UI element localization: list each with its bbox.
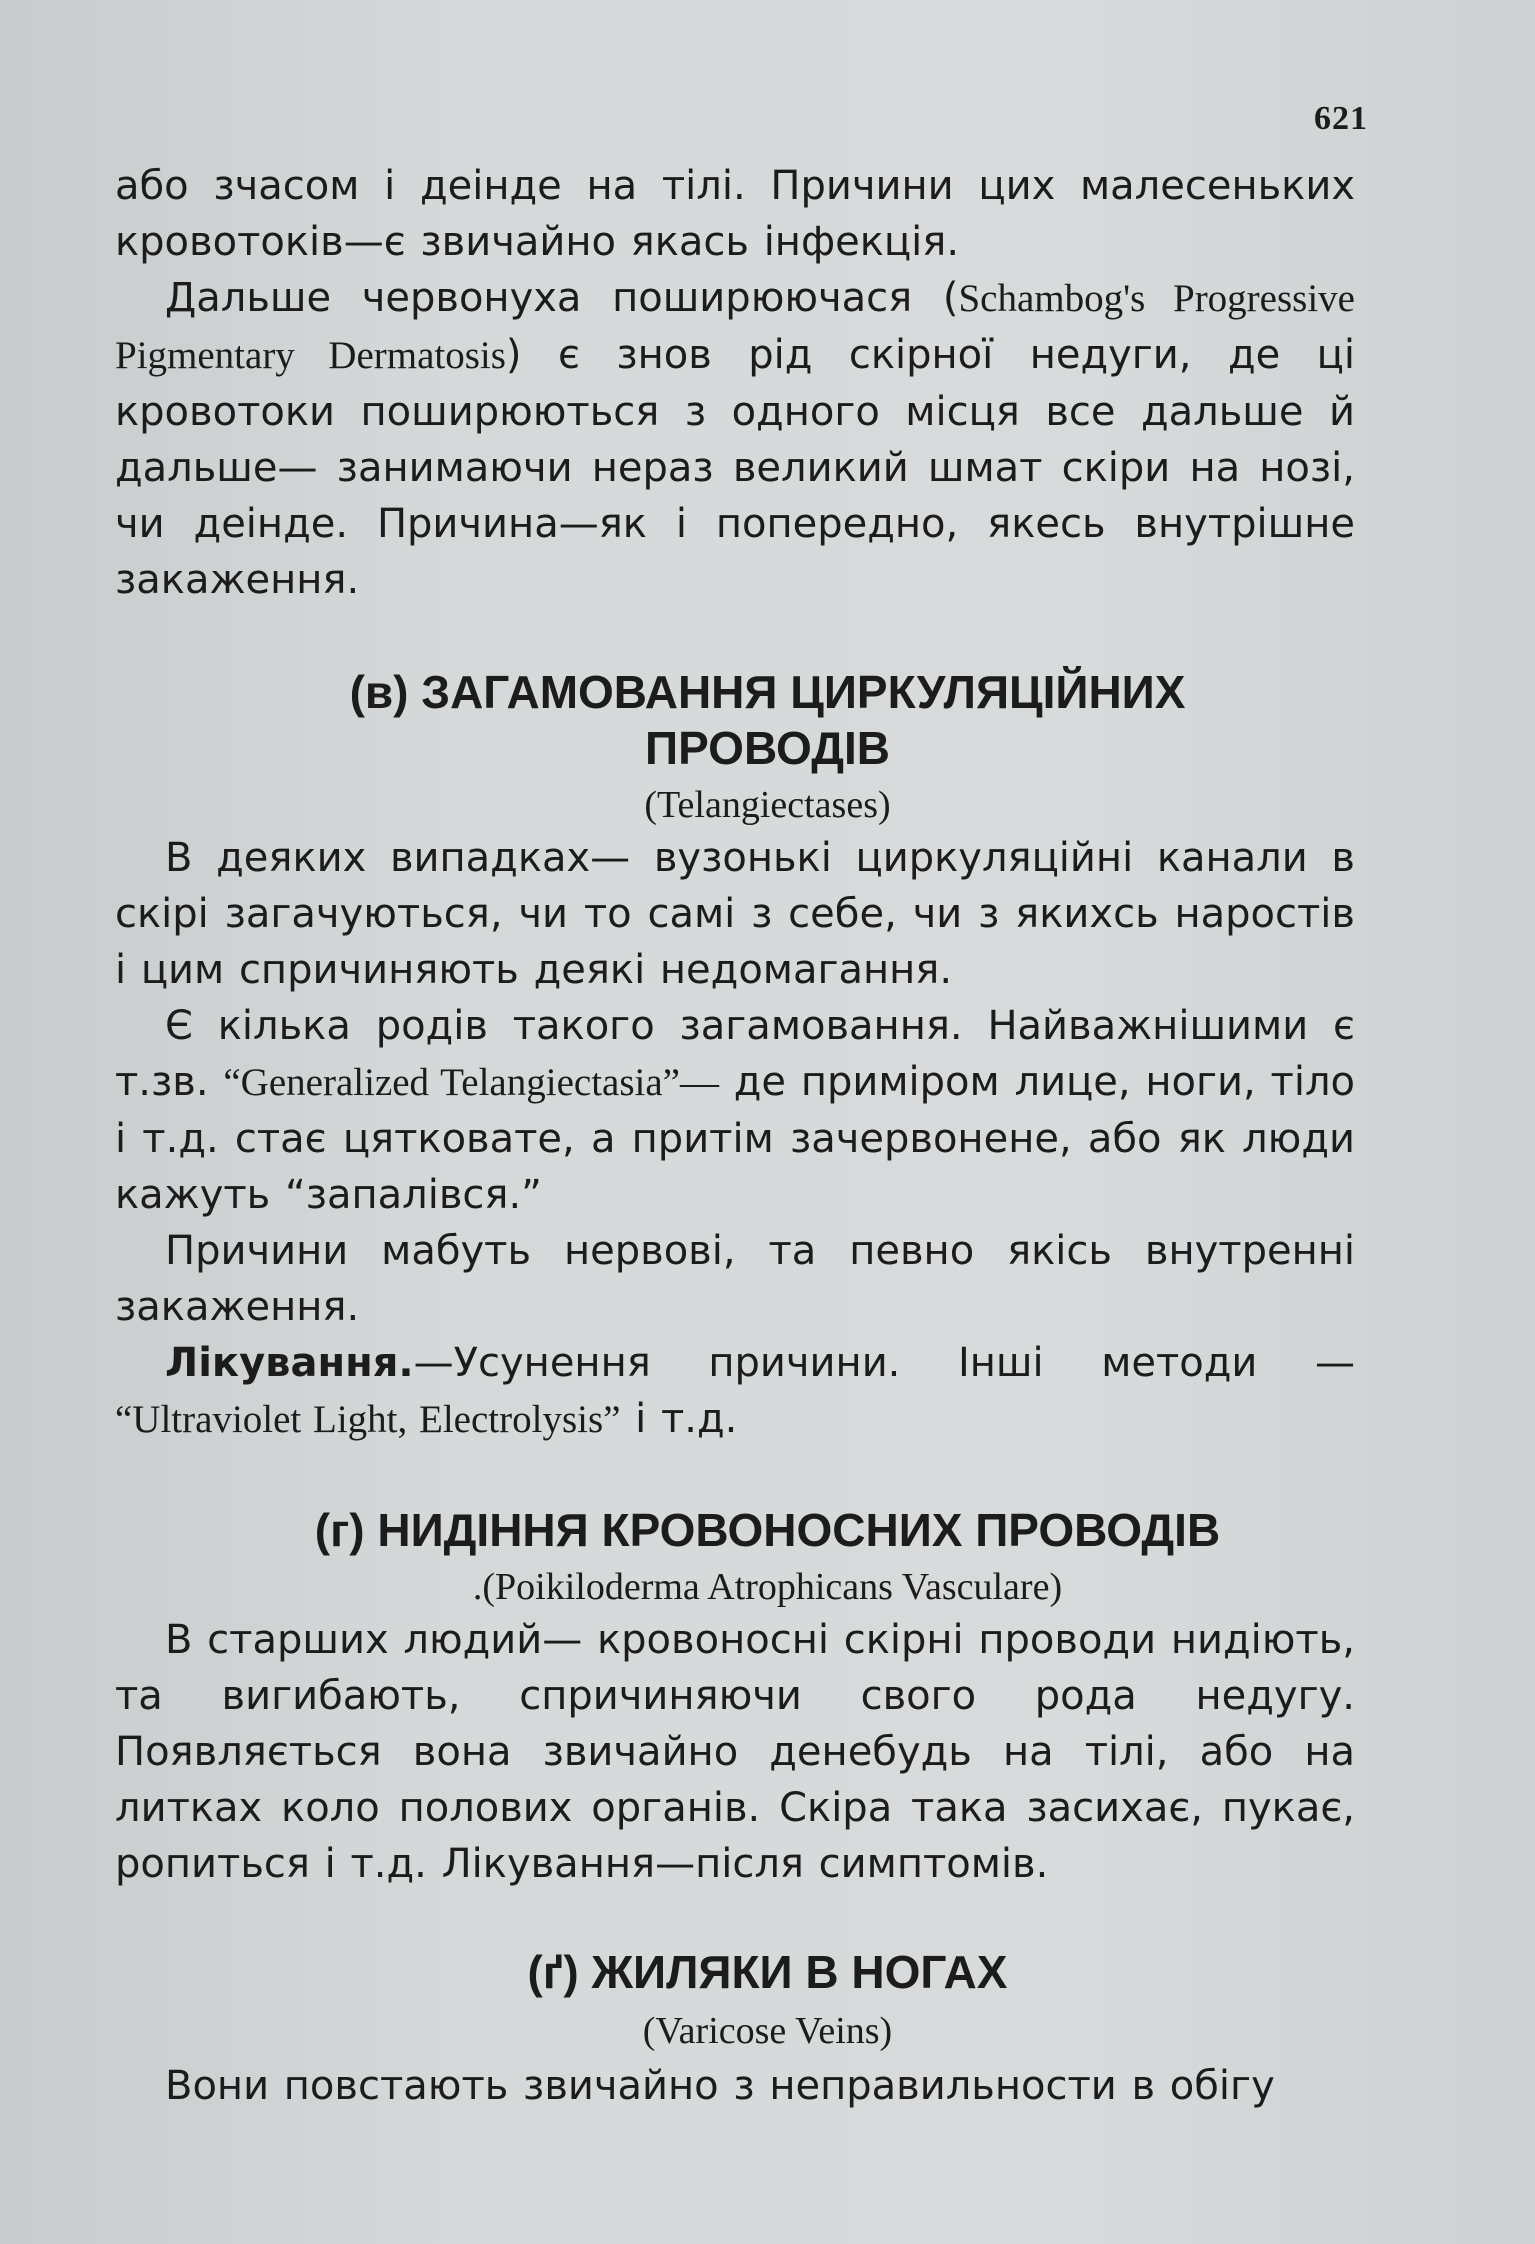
section-g-title: (г) НИДІННЯ КРОВОНОСНИХ ПРОВОДІВ (314, 1504, 1221, 1556)
section-gg-paragraph-1: Вони повстають звичайно з неправильности в обігу (165, 2063, 1275, 2109)
section-v-paragraph-1: В деяких випадках— вузонькі циркуляційні канали в скірі загачуються, чи то самі з себе, чи з якихсь наростів і цим спричиняють деякі недомагання. (115, 835, 1355, 993)
section-gg-text (115, 2058, 1355, 2114)
section-g-latin-title: .(Poikiloderma Atrophicans Vasculare) (472, 1566, 1063, 1608)
section-g-paragraph-1: В старших людий— кровоносні скірні проводи нидіють, та вигибають, спричиняючи свого рода недугу. Появляється вона звичайно денебудь на тілі, або на литках коло полових органів. Скіра така засихає, пукає, ропиться і т.д. Лікування—після симптомів. (115, 1617, 1355, 1887)
intro-paragraph-2-start: Дальше червонуха поширюючася ( (165, 275, 959, 321)
intro-text (115, 158, 1355, 608)
section-g-text (115, 1612, 1355, 1892)
section-v-latin-methods: “Ultraviolet Light, Electrolysis” (115, 1398, 621, 1441)
section-v-paragraph-3: Причини мабуть нервові, та певно якісь внутренні закаження. (115, 1228, 1355, 1330)
treatment-label: Лікування. (165, 1340, 414, 1386)
section-gg-latin-title: (Varicose Veins) (642, 2010, 893, 2052)
section-v-paragraph-2 (115, 998, 1355, 1223)
section-v-latin-title: (Telangiectases) (644, 784, 891, 826)
intro-latin-term: Schambog's Progressive Pigmentary Dermatosis (115, 277, 1355, 377)
section-v-paragraph-4-start: —Усунення причини. Інші методи — (413, 1340, 1355, 1386)
section-v-text (115, 830, 1355, 1448)
intro-paragraph-1: або зчасом і деінде на тілі. Причини цих малесеньких кровотоків—є звичайно якась інфекція. (115, 163, 1355, 265)
section-v-paragraph-2-start: Є кілька родів такого загамовання. Найважнішими є т.зв. (115, 1003, 1355, 1105)
section-v-paragraph-4-end: і т.д. (620, 1396, 738, 1442)
section-gg-title: (ґ) ЖИЛЯКИ В НОГАХ (527, 1946, 1008, 1998)
section-v-latin-term: “Generalized Telangiectasia”— (223, 1061, 719, 1104)
section-v-paragraph-2-end: де приміром лице, ноги, тіло і т.д. стає цятковате, а притім зачервонене, або як люди кажуть “запалівся.” (115, 1059, 1355, 1218)
intro-paragraph-2-end: ) є знов рід скірної недуги, де ці кровотоки поширюються з одного місця все дальше й дальше— занимаючи нераз великий шмат скіри на нозі, чи деінде. Причина—як і попередно, якесь внутрішне закаження. (115, 332, 1356, 603)
section-v-title-line-1: (в) ЗАГАМОВАННЯ ЦИРКУЛЯЦІЙНИХ (349, 666, 1186, 718)
section-v-paragraph-4 (115, 1335, 1355, 1448)
section-v-title-line-2: ПРОВОДІВ (645, 722, 890, 774)
intro-paragraph-2 (115, 270, 1355, 608)
page-number: 621 (1314, 100, 1368, 137)
